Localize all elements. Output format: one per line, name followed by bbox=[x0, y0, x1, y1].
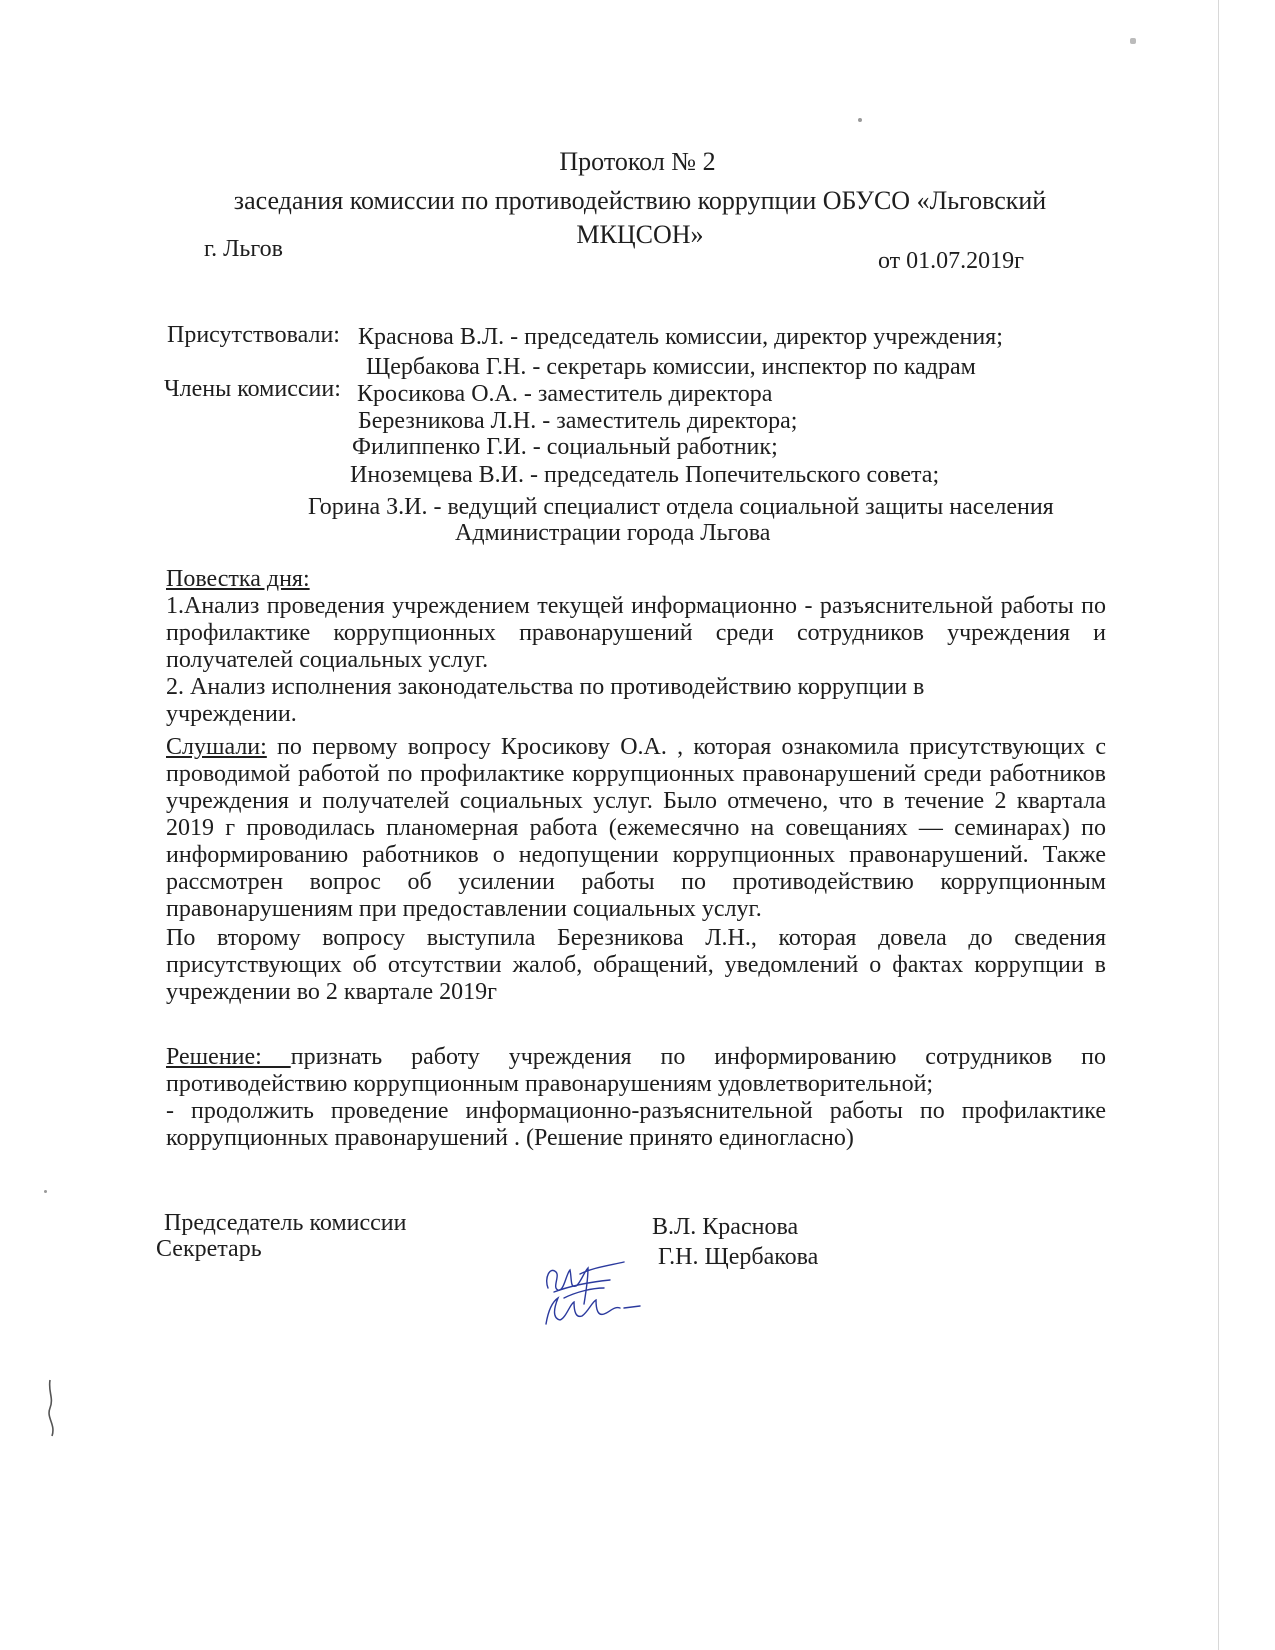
document-title: Протокол № 2 bbox=[559, 147, 716, 176]
document-date: от 01.07.2019г bbox=[878, 248, 1025, 274]
agenda-item: 2. Анализ исполнения законодательства по противодействию коррупции в учреждении. bbox=[166, 674, 925, 727]
present-label: Присутствовали: bbox=[167, 322, 340, 348]
heard-section bbox=[166, 734, 1106, 1006]
chair-label: Председатель комиссии bbox=[164, 1210, 407, 1236]
decision-text-2: - продолжить проведение информационно-разъяснительной работы по профилактике коррупционных правонарушений . (Решение принято единогласно) bbox=[166, 1098, 1106, 1151]
scan-dot bbox=[1130, 38, 1136, 44]
agenda-heading: Повестка дня: bbox=[166, 566, 310, 592]
decision-label: Решение: bbox=[166, 1044, 291, 1070]
document-subtitle: заседания комиссии по противодействию коррупции ОБУСО «Льговский МКЦСОН» bbox=[233, 186, 1047, 249]
scan-dot bbox=[858, 118, 862, 122]
member-line: Кросикова О.А. - заместитель директора bbox=[357, 381, 773, 407]
agenda-item: 1.Анализ проведения учреждением текущей информационно - разъяснительной работы по профилактике коррупционных правонарушений среди сотрудников учреждения и получателей социальных услуг. bbox=[166, 593, 1106, 673]
member-line: Иноземцева В.И. - председатель Попечительского совета; bbox=[350, 462, 940, 488]
secretary-name: Г.Н. Щербакова bbox=[658, 1244, 819, 1270]
decision-text: признать работу учреждения по информированию сотрудников по противодействию коррупционным правонарушениям удовлетворительной; bbox=[166, 1044, 1106, 1097]
handwritten-signatures bbox=[540, 1258, 650, 1338]
member-line: Филиппенко Г.И. - социальный работник; bbox=[352, 434, 778, 460]
scan-edge-line bbox=[1218, 0, 1219, 1650]
heard-text: по первому вопросу Кросикову О.А. , которая ознакомила присутствующих с проводимой работой по профилактике коррупционных правонарушений среди работников учреждения и получателей социальных услуг. Было отмечено, что в течение 2 квартала 2019 г проводилась планомерная работа (ежемесячно на совещаниях — семинарах) по информированию работников о недопущении коррупционных правонарушений. Также рассмотрен вопрос об усилении работы по противодействию коррупционным правонарушениям при предоставлении социальных услуг. bbox=[166, 734, 1106, 922]
scan-dot bbox=[44, 1190, 47, 1193]
member-line: Администрации города Льгова bbox=[455, 520, 771, 546]
chair-name: В.Л. Краснова bbox=[652, 1214, 799, 1240]
attendee-line: Щербакова Г.Н. - секретарь комиссии, инспектор по кадрам bbox=[366, 354, 976, 380]
margin-mark bbox=[40, 1378, 70, 1438]
member-line: Березникова Л.Н. - заместитель директора; bbox=[358, 408, 798, 434]
secretary-label: Секретарь bbox=[156, 1236, 262, 1262]
agenda-section bbox=[166, 566, 1106, 728]
members-label: Члены комиссии: bbox=[164, 376, 341, 402]
heard-second: По второму вопросу выступила Березникова Л.Н., которая довела до сведения присутствующих об отсутствии жалоб, обращений, уведомлений о фактах коррупции в учреждении во 2 квартале 2019г bbox=[166, 925, 1106, 1005]
member-line: Горина З.И. - ведущий специалист отдела социальной защиты населения bbox=[308, 494, 1054, 520]
city: г. Льгов bbox=[204, 236, 283, 262]
decision-section bbox=[166, 1044, 1106, 1152]
attendee-line: Краснова В.Л. - председатель комиссии, директор учреждения; bbox=[358, 324, 1003, 350]
heard-label: Слушали: bbox=[166, 734, 267, 760]
